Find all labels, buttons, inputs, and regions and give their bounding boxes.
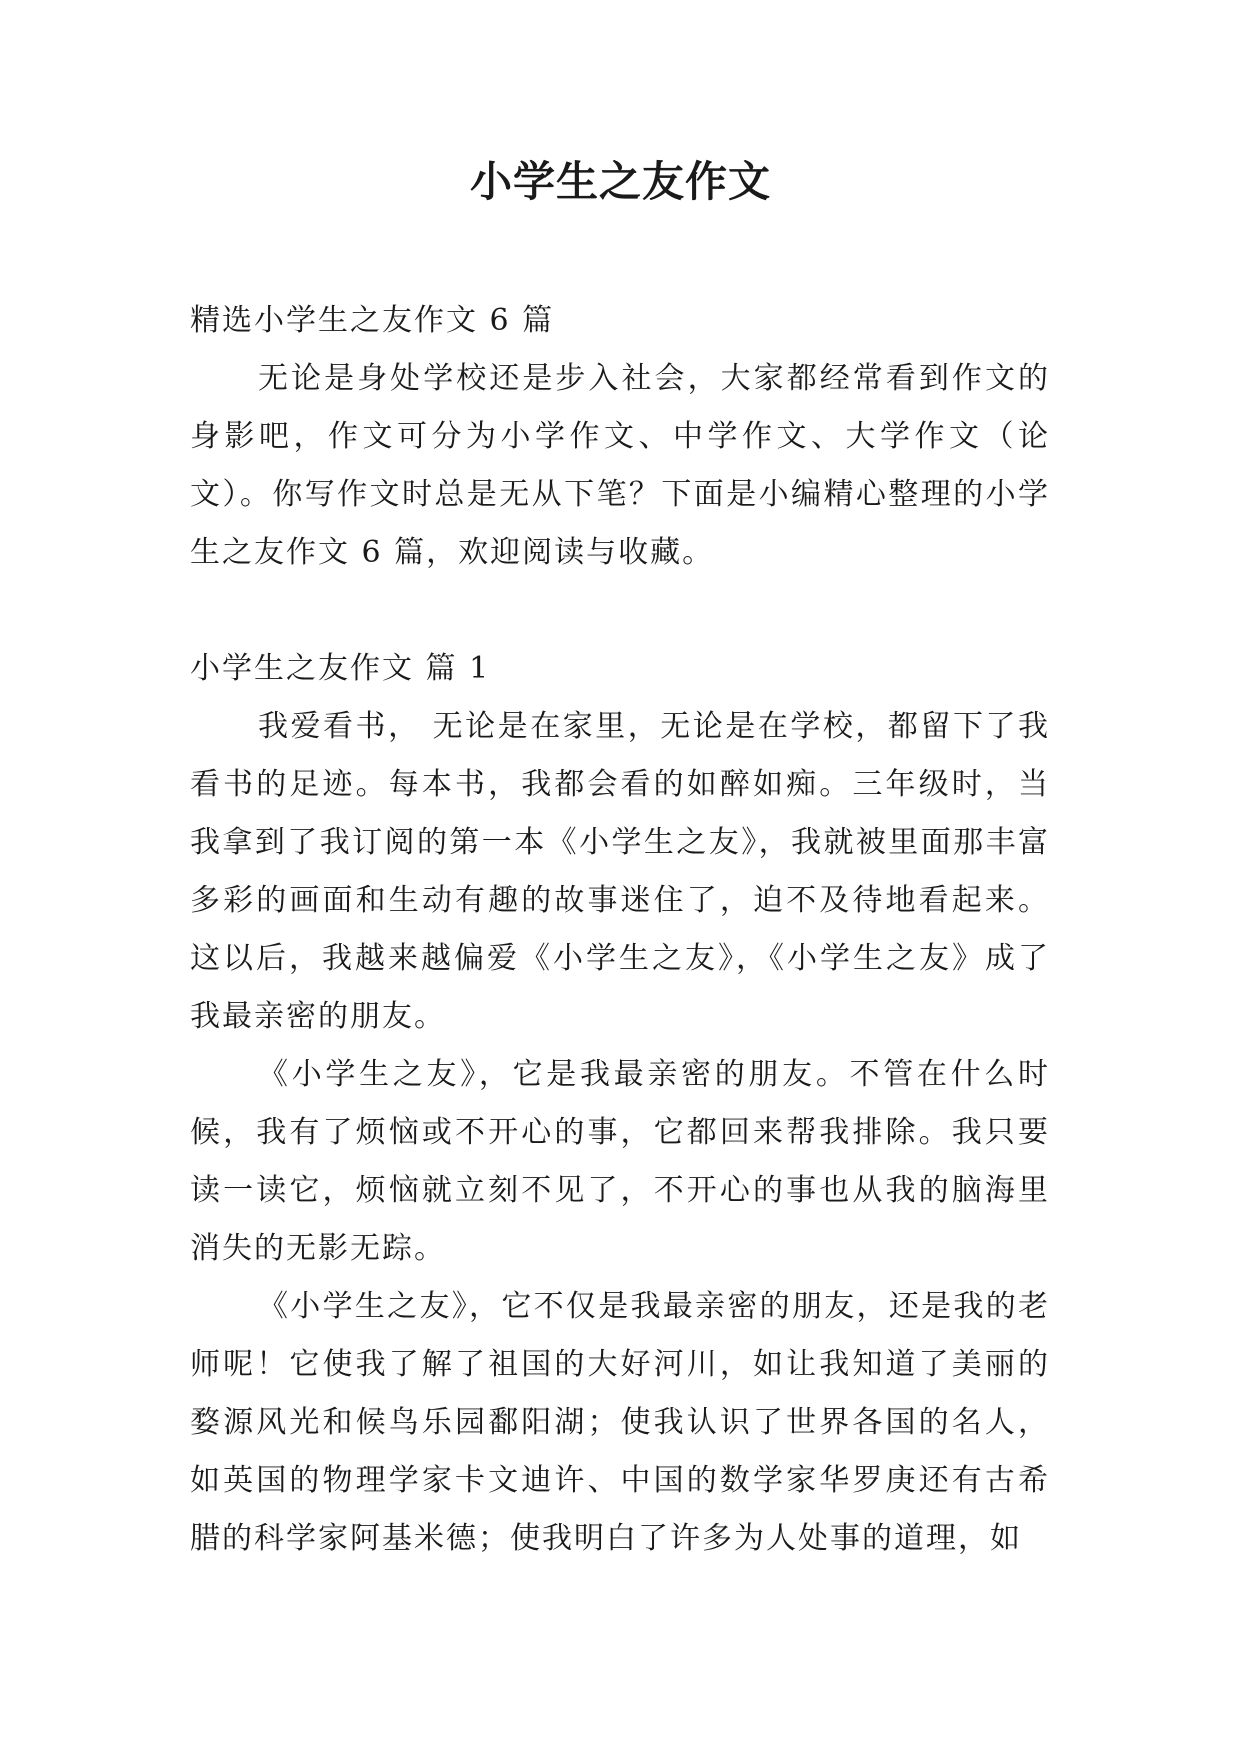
body-paragraph: 《小学生之友》，它不仅是我最亲密的朋友，还是我的老师呢！它使我了解了祖国的大好河川，如让我知道了美丽的婺源风光和候鸟乐园鄱阳湖；使我认识了世界各国的名人，如英国的物理学家卡文迪许、中国的数学家华罗庚还有古希腊的科学家阿基米德；使我明白了许多为人处事的道理，如 <box>190 1289 1050 1556</box>
document-body <box>190 292 1050 1568</box>
intro-heading: 精选小学生之友作文 6 篇 <box>190 303 555 338</box>
section-spacer <box>190 582 1050 640</box>
intro-paragraph: 无论是身处学校还是步入社会，大家都经常看到作文的身影吧，作文可分为小学作文、中学作文、大学作文（论文）。你写作文时总是无从下笔？下面是小编精心整理的小学生之友作文 6 篇，欢迎阅读与收藏。 <box>190 361 1050 570</box>
body-paragraph: 我爱看书， 无论是在家里，无论是在学校，都留下了我看书的足迹。每本书，我都会看的如醉如痴。三年级时，当我拿到了我订阅的第一本《小学生之友》，我就被里面那丰富多彩的画面和生动有趣的故事迷住了，迫不及待地看起来。这以后，我越来越偏爱《小学生之友》，《小学生之友》成了我最亲密的朋友。 <box>190 709 1050 1034</box>
body-paragraph: 《小学生之友》，它是我最亲密的朋友。不管在什么时候，我有了烦恼或不开心的事，它都回来帮我排除。我只要读一读它，烦恼就立刻不见了，不开心的事也从我的脑海里消失的无影无踪。 <box>190 1057 1050 1266</box>
document-title: 小学生之友作文 <box>469 157 771 206</box>
section-heading: 小学生之友作文 篇 1 <box>190 651 491 686</box>
